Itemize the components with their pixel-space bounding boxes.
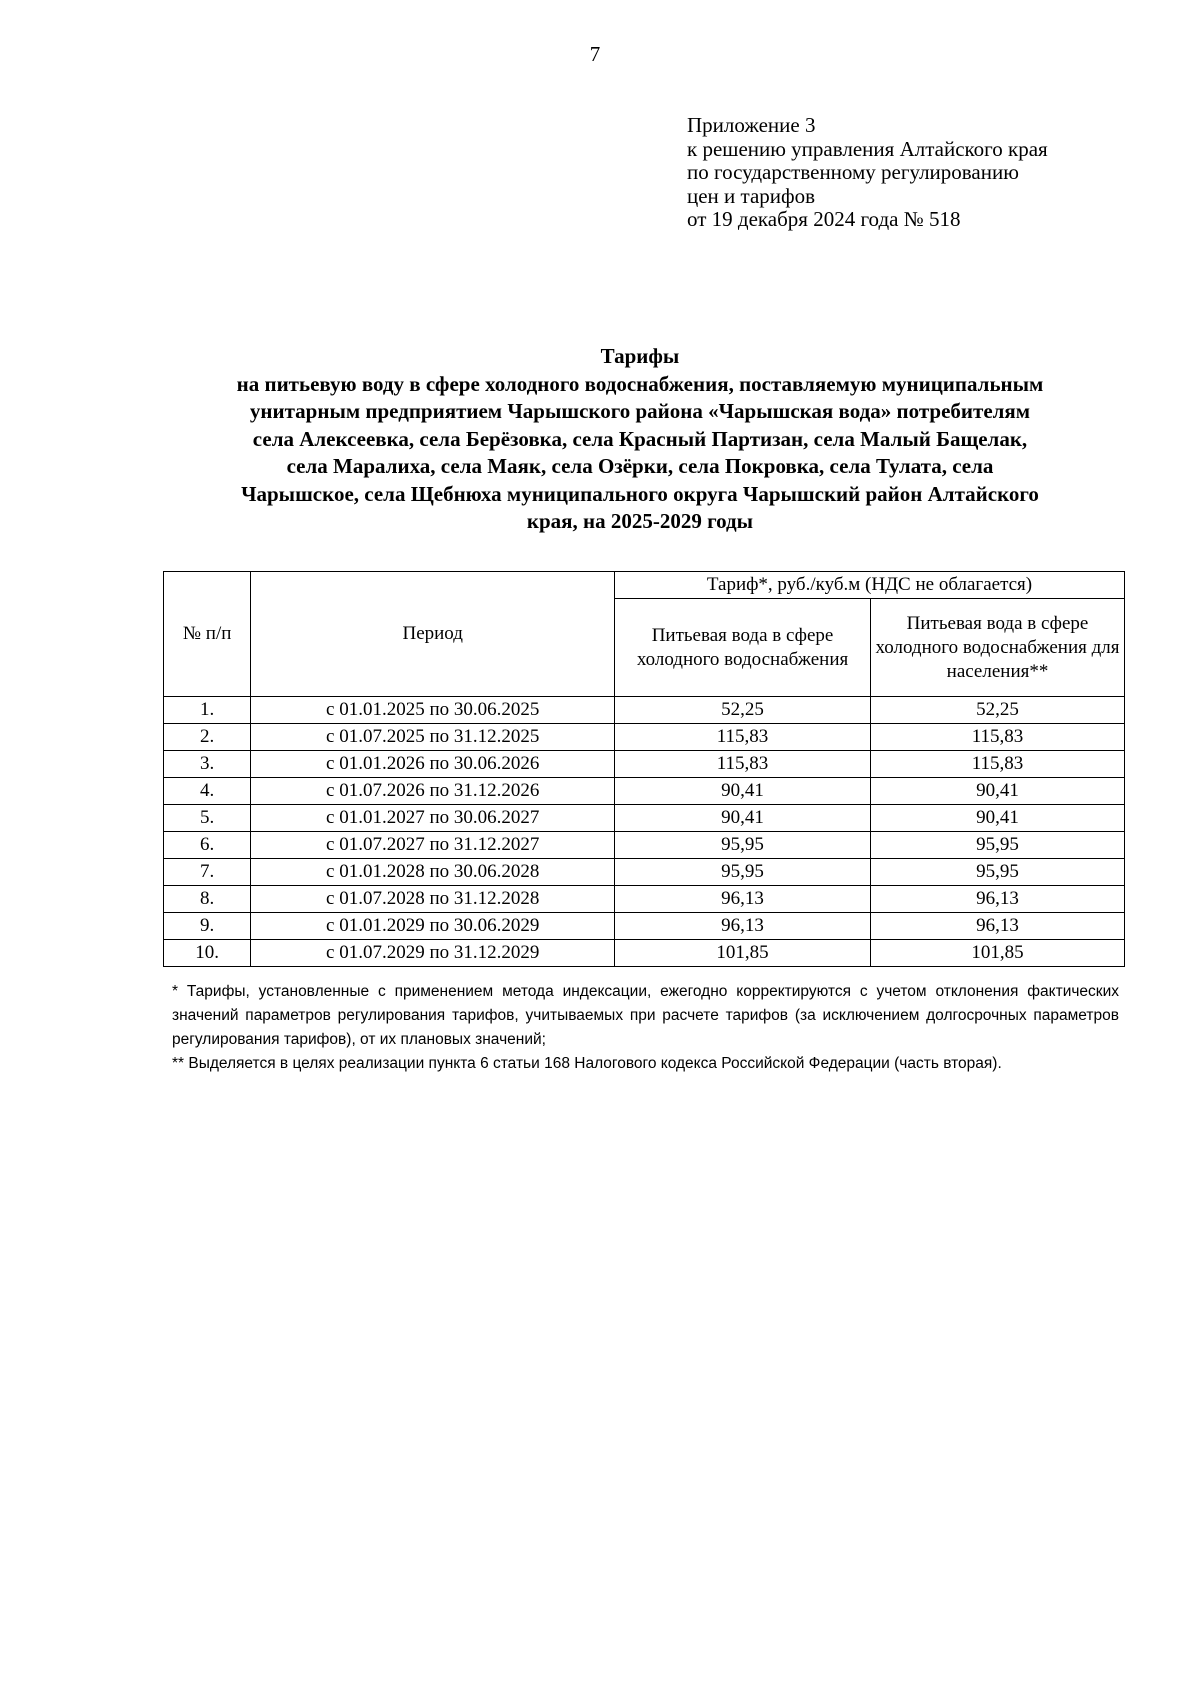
row-num: 4. — [164, 778, 251, 805]
title-line: унитарным предприятием Чарышского района «Чарышская вода» потребителям — [249, 399, 1031, 423]
row-tariff-cold-water: 96,13 — [615, 913, 871, 940]
row-tariff-population: 115,83 — [871, 724, 1125, 751]
header-col-population: Питьевая вода в сфере холодного водоснабжения для населения** — [871, 599, 1125, 697]
row-period: с 01.07.2025 по 31.12.2025 — [251, 724, 615, 751]
row-tariff-population: 115,83 — [871, 751, 1125, 778]
row-period: с 01.07.2028 по 31.12.2028 — [251, 886, 615, 913]
row-tariff-population: 95,95 — [871, 832, 1125, 859]
row-tariff-population: 96,13 — [871, 913, 1125, 940]
row-tariff-population: 96,13 — [871, 886, 1125, 913]
appendix-line: по государственному регулированию — [687, 160, 1019, 184]
table-row — [164, 832, 1125, 859]
row-num: 3. — [164, 751, 251, 778]
appendix-header — [687, 114, 1048, 232]
row-period: с 01.01.2026 по 30.06.2026 — [251, 751, 615, 778]
row-num: 7. — [164, 859, 251, 886]
header-tariff-group: Тариф*, руб./куб.м (НДС не облагается) — [615, 572, 1125, 599]
row-period: с 01.01.2028 по 30.06.2028 — [251, 859, 615, 886]
row-tariff-population: 95,95 — [871, 859, 1125, 886]
footnote-1: * Тарифы, установленные с применением метода индексации, ежегодно корректируются с учетом отклонения фактических значений параметров регулирования тарифов, учитываемых при расчете тарифов (за исключением долгосрочных параметров регулирования тарифов), от их плановых значений; — [172, 983, 1119, 1048]
row-tariff-cold-water: 101,85 — [615, 940, 871, 967]
title-line: села Маралиха, села Маяк, села Озёрки, села Покровка, села Тулата, села — [286, 454, 994, 478]
row-tariff-cold-water: 90,41 — [615, 805, 871, 832]
table-row — [164, 751, 1125, 778]
title-line: Тарифы — [600, 344, 680, 368]
table-row — [164, 886, 1125, 913]
row-period: с 01.07.2029 по 31.12.2029 — [251, 940, 615, 967]
row-num: 1. — [164, 697, 251, 724]
row-period: с 01.01.2025 по 30.06.2025 — [251, 697, 615, 724]
row-num: 6. — [164, 832, 251, 859]
header-num: № п/п — [164, 572, 251, 697]
row-tariff-cold-water: 95,95 — [615, 859, 871, 886]
appendix-line: от 19 декабря 2024 года № 518 — [687, 207, 961, 231]
row-tariff-cold-water: 115,83 — [615, 751, 871, 778]
row-period: с 01.01.2027 по 30.06.2027 — [251, 805, 615, 832]
row-tariff-cold-water: 90,41 — [615, 778, 871, 805]
footnotes — [172, 980, 1119, 1076]
table-row — [164, 805, 1125, 832]
row-num: 2. — [164, 724, 251, 751]
row-period: с 01.01.2029 по 30.06.2029 — [251, 913, 615, 940]
appendix-line: цен и тарифов — [687, 183, 816, 208]
row-period: с 01.07.2026 по 31.12.2026 — [251, 778, 615, 805]
row-num: 8. — [164, 886, 251, 913]
row-tariff-cold-water: 95,95 — [615, 832, 871, 859]
row-tariff-cold-water: 52,25 — [615, 697, 871, 724]
row-period: с 01.07.2027 по 31.12.2027 — [251, 832, 615, 859]
header-period: Период — [251, 572, 615, 697]
document-title — [160, 343, 1120, 536]
table-row — [164, 697, 1125, 724]
row-num: 10. — [164, 940, 251, 967]
appendix-line: Приложение 3 — [687, 113, 816, 137]
appendix-line: к решению управления Алтайского края — [687, 136, 1048, 161]
header-col-cold-water: Питьевая вода в сфере холодного водоснабжения — [615, 599, 871, 697]
table-row — [164, 913, 1125, 940]
title-line: края, на 2025-2029 годы — [526, 509, 754, 533]
row-num: 9. — [164, 913, 251, 940]
table-row — [164, 724, 1125, 751]
table-row — [164, 859, 1125, 886]
tariff-table — [163, 571, 1125, 967]
page-number: 7 — [589, 42, 601, 66]
row-tariff-cold-water: 115,83 — [615, 724, 871, 751]
row-num: 5. — [164, 805, 251, 832]
table-header-row — [164, 572, 1125, 599]
footnote-2: ** Выделяется в целях реализации пункта 6 статьи 168 Налогового кодекса Российской Федерации (часть вторая). — [172, 1055, 1002, 1072]
title-line: на питьевую воду в сфере холодного водоснабжения, поставляемую муниципальным — [236, 371, 1044, 396]
row-tariff-population: 90,41 — [871, 778, 1125, 805]
title-line: Чарышское, села Щебнюха муниципального округа Чарышский район Алтайского — [241, 481, 1039, 506]
table-row — [164, 778, 1125, 805]
row-tariff-population: 90,41 — [871, 805, 1125, 832]
row-tariff-population: 52,25 — [871, 697, 1125, 724]
table-row — [164, 940, 1125, 967]
title-line: села Алексеевка, села Берёзовка, села Красный Партизан, села Малый Бащелак, — [252, 426, 1028, 451]
row-tariff-population: 101,85 — [871, 940, 1125, 967]
row-tariff-cold-water: 96,13 — [615, 886, 871, 913]
